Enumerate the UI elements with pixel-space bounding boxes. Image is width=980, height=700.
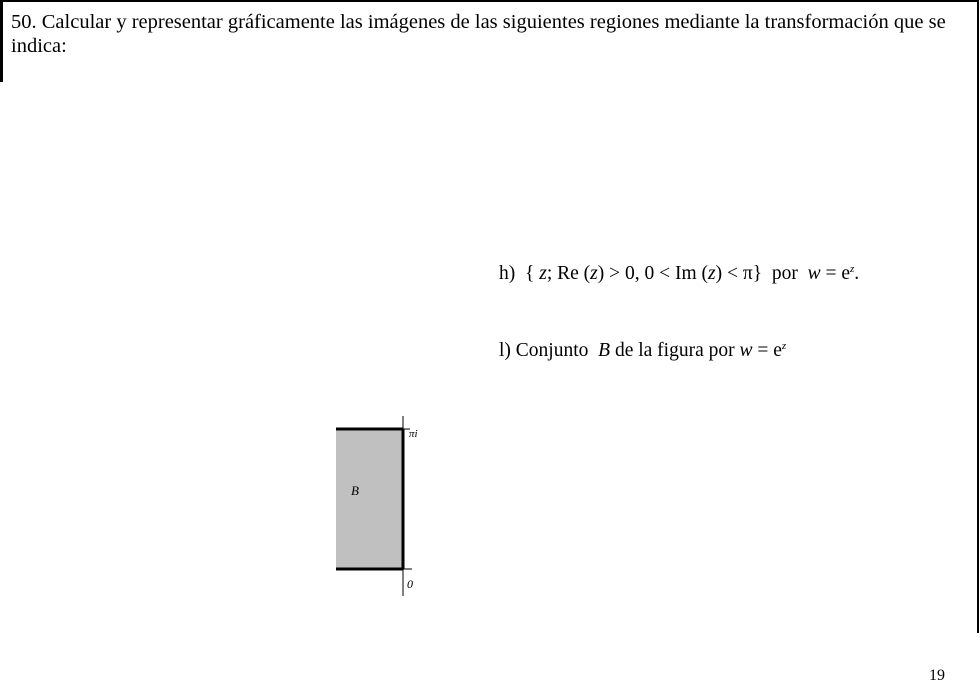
problem-l-w: w xyxy=(739,340,753,361)
region-b-figure xyxy=(330,412,430,602)
problem-h-end: . xyxy=(854,263,860,284)
problem-h-exp: z xyxy=(850,263,855,275)
origin-label: 0 xyxy=(407,577,413,591)
problem-l xyxy=(499,340,786,362)
problem-l-text: de la figura por xyxy=(614,340,735,361)
problem-h-var-1: z xyxy=(539,263,547,284)
page-number: 19 xyxy=(929,667,945,684)
problem-h-cond-3: ) < π} xyxy=(715,263,763,284)
problem-h-cond-2: ) > 0, 0 < Im ( xyxy=(597,263,709,284)
problem-h xyxy=(499,263,859,285)
region-label: B xyxy=(351,483,359,498)
problem-h-set-open: { xyxy=(525,263,535,284)
problem-l-set: B xyxy=(598,340,611,361)
problem-l-exp: z xyxy=(781,340,787,352)
problem-h-var-3: z xyxy=(708,263,716,284)
frame-left-edge xyxy=(0,0,3,82)
pi-i-label: πi xyxy=(409,428,418,440)
problem-l-label: l) Conjunto xyxy=(499,340,589,361)
exercise-title: 50. Calcular y representar gráficamente las imágenes de las siguientes regiones mediante la transformación que se indica: xyxy=(11,11,946,57)
problem-h-por: por xyxy=(771,263,798,284)
region-b-fill xyxy=(336,429,403,569)
problem-h-label: h) xyxy=(499,263,516,284)
problem-h-var-2: z xyxy=(590,263,598,284)
problem-h-w: w xyxy=(807,263,821,284)
problem-h-cond-1: ; Re ( xyxy=(546,263,591,284)
problem-h-eq: = e xyxy=(820,263,851,284)
problem-l-eq: = e xyxy=(752,340,782,361)
